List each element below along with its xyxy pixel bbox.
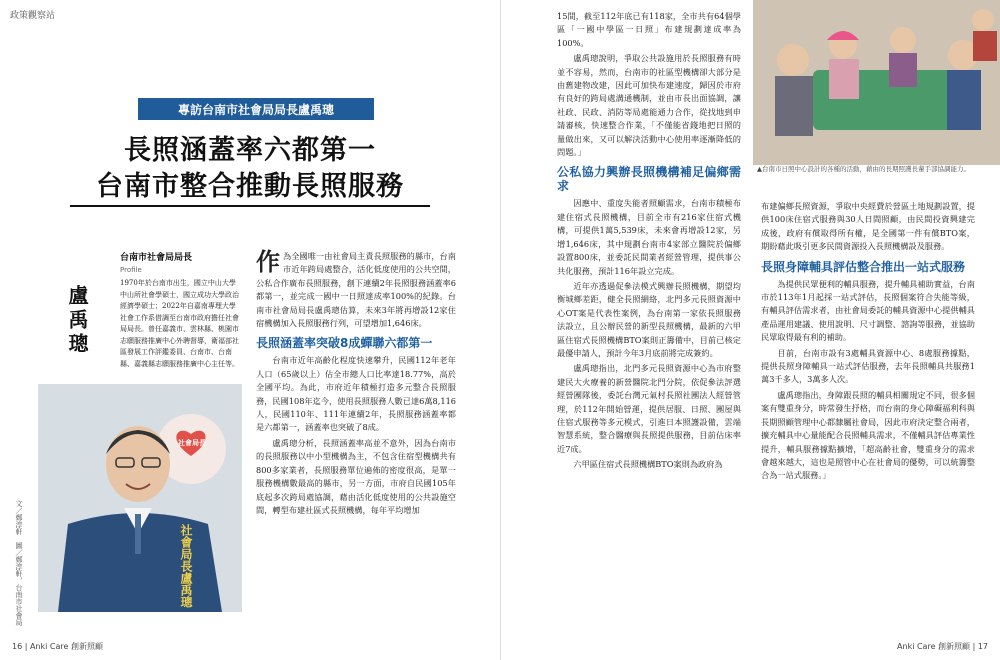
portrait-photo (38, 384, 242, 612)
col2-paragraph3: 目前，台南市設有3處輔具資源中心、8處服務據點，提供長照身障輔具一站式評估服務，去年長照輔具共服務1萬3千多人，3萬多人次。 (761, 347, 975, 385)
heart-badge-text: 社會局長 (178, 438, 206, 447)
article-title-line2: 台南市整合推動長照服務 (70, 164, 430, 207)
right-page (500, 0, 1000, 660)
subtitle-banner: 專訪台南市社會局局長盧禹璁 (138, 98, 374, 120)
section1-heading: 長照涵蓋率突破8成蟬聯六都第一 (256, 336, 433, 351)
day-care-activity-photo (753, 0, 1000, 165)
profile-en-label: Profile (120, 266, 142, 274)
col1-paragraph2: 盧禹璁說明，爭取公共設施用於長照服務有時並不容易，然而，台南市的社區型機構卻大部分是由舊建物改建，因此可加快布建速度，歸因於市府有良好的跨局處溝通機制，並由市長出面協調，讓社政、民政、消防等局處能通力合作，從找地到申請審核，快速整合作業，「不僅能省錢地把日照的量做出來，又可以解決活動中心使用率逐漸降低的問題。」 (557, 53, 741, 158)
right-column-2 (761, 200, 975, 485)
article-title-line1: 長照涵蓋率六都第一 (124, 135, 376, 166)
page-number-left: 16 | Anki Care 創新照顧 (12, 642, 103, 651)
col1-paragraph4: 近年亦透過促參法模式興辦長照機構，期望均衡城鄉差距，健全長照網絡，北門多元長照資源中心OT案是代表性案例，為台南第一家依長照服務法設立，且公辦民營的新型長照機構，最新的六甲區住宿式長照機構BTO案則正籌備中，目前已核定最優申請人，預計今年3月底前將完成簽約。 (557, 280, 741, 358)
profile-title: 台南市社會局局長 (120, 253, 193, 263)
section-header: 政策觀察站 (10, 11, 56, 21)
activity-scene-illustration (753, 0, 1000, 165)
col2-paragraph4: 盧禹璁指出，身障跟長照的輔具相關規定不同，很多個案有雙重身分，時常發生抒格，而台南的身心障礙福利科與長期照顧管理中心都隸屬社會局，因此市府決定整合兩者，擴充輔具中心量能配合長照輔具需求，不僅輔具評估專業性提升，輔具服務據點擴增，「超高齡社會，雙重身分的需求會越來越大，這也是照管中心在社會局的優勢，可以統籌整合為一站式服務。」 (761, 389, 975, 481)
col2-paragraph2: 為提供民眾便利的輔具服務，提升輔具補助實益，台南市於113年1月起採一站式評估，長照個案符合失能等級，有輔具評估需求者，由社會局委託的輔具資源中心提供輔具產品運用建議、使用說明、尺寸調整、諮詢等服務，並協助民眾取得最有利的補助。 (761, 278, 975, 343)
portrait-illustration (38, 384, 242, 612)
section1-paragraph2: 盧禹璁分析，長照涵蓋率高並不意外，因為台南市的長照服務以中小型機構為主，不包含住宿型機構共有800多家業者，長照服務單位遍佈的密度很高，是單一服務機構數最高的縣市，另一方面，市府自民國105年底起多次跨局處協調，藉由活化低度使用的公共設施空間，轉型布建社區式長照機構，每年平均增加 (256, 437, 456, 515)
dropcap: 作 (256, 247, 280, 276)
section3-heading: 長照身障輔具評估整合推出一站式服務 (761, 259, 966, 274)
profile-name: 盧禹璁 (65, 285, 89, 357)
vest-badge-text: 社會局長盧禹璁 (179, 524, 193, 608)
col1-paragraph3: 因應中、重度失能者照顧需求，台南市積極布建住宿式長照機構，目前全市有216家住宿式機構，可提供1萬5,539床，未來會再增設12家，另增1,646床，其中規劃台南市4家部立醫院於偏鄉設置800床，並委託民間業者經營管理，提供事公共化服務，預計116年設立完成。 (557, 198, 741, 276)
col1-paragraph1: 15間，截至112年底已有118家，全市共有64個學區「一國中學區一日照」布建規劃達成率為100%。 (557, 11, 741, 48)
photo-credit: 文／鄭淳軒 圖／鄭淳軒，台南市社會局 (15, 500, 23, 626)
col1-paragraph5: 盧禹璁指出，北門多元長照資源中心為市府整建民大火療養的新營醫院北門分院，依促參法評選經營團隊後，委託台灣元氣村長照社團法人經營管理，於112年開始營運，提供居服、日照、團屋與住宿式服務等多元模式，引進日本照護設備，雲端智慧系統，整合醫療與長照提供服務，目前佔床率近7成。 (557, 363, 741, 454)
section1-paragraph1: 台南市近年高齡化程度快速攀升，民國112年老年人口（65歲以上）佔全市總人口比率達18.77%，高於全國平均。為此，市府近年積極打造多元整合長照服務，民國108年迄今，使用長照服務人數已達6萬8,116人，民國110年、111年連續2年，長照服務涵蓋率都是六都第一，涵蓋率也突破了8成。 (256, 355, 456, 433)
col2-paragraph1: 布建偏鄉長照資源，爭取中央經費於營區土地規劃設置，提供100床住宿式服務與30人日間照顧，由民間投資興建完成後，政府有償取得所有權，是全國第一件有償BTO案，期盼藉此吸引更多民間資源投入長照機構設及服務。 (761, 201, 975, 252)
left-article-column (256, 247, 456, 519)
page-number-right: Anki Care 創新照顧 | 17 (897, 642, 988, 651)
section2-heading: 公私協力興辦長照機構補足偏鄉需求 (557, 165, 741, 194)
profile-bio: 1970年於台南市出生，國立中山大學中山所社會學碩士，國立成功大學政治經濟學碩士；2022年自嘉南專理大學社會工作系借調至台南市政府擔任社會局局長。曾任嘉義市、雲林縣、桃園市志願服務推廣中心外聘督導，衛福部社區發展工作評鑑委員、台南市、台南縣、嘉義縣志願服務推廣中心主任等。 (120, 279, 239, 368)
col1-paragraph6: 六甲區住宿式長照機構BTO案則為政府為 (573, 459, 723, 470)
right-column-1 (557, 10, 741, 474)
photo-caption: ▲台南市日照中心設計的各種的活動，藉由的長期照護長輩手部協調能力。 (757, 165, 970, 173)
intro-paragraph: 為全國唯一由社會局主責長照服務的縣市，台南市近年跨局處整合，活化低度使用的公共空間，公私合作廣布長照服務，創下連續2年長照服務涵蓋率6都第一，並完成一國中一日照達成率100%的紀錄。台南市社會局局長盧禹璁估算，未來3年將再增設12家住宿機構加入長照服務行列，可望增加1,646床。 (256, 251, 456, 329)
